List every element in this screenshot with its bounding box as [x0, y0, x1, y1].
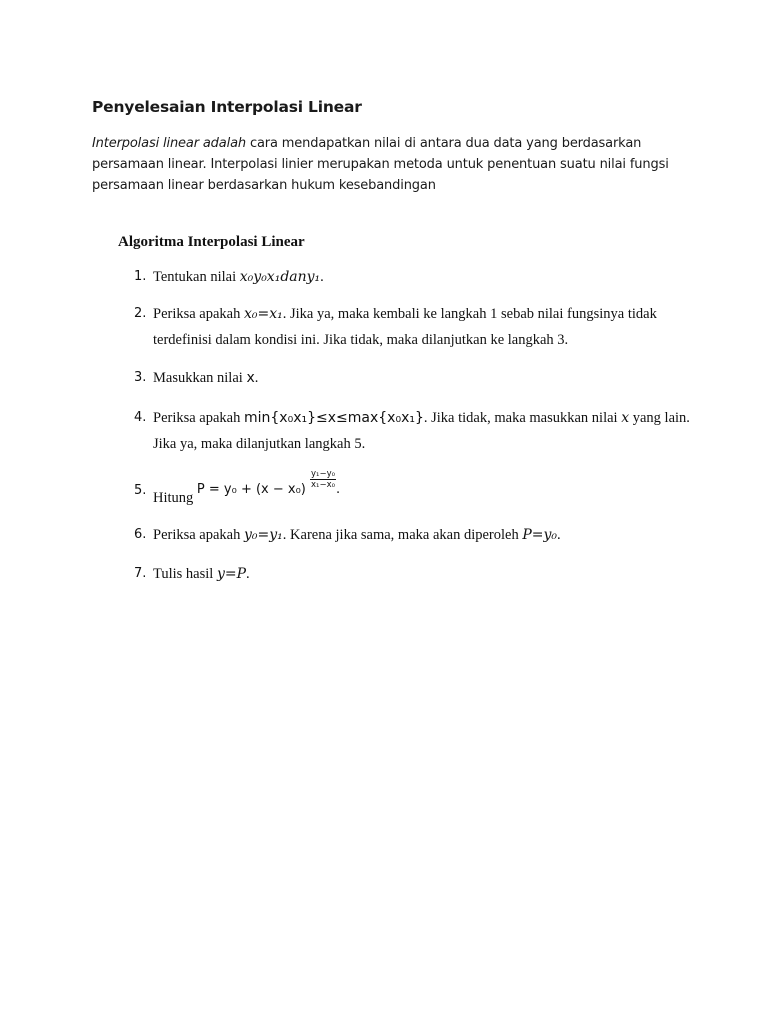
step-text: Hitung [153, 490, 197, 506]
step-7 [134, 561, 694, 587]
step-math: P = y₀ + (x − x₀) [196, 482, 306, 497]
step-3 [134, 365, 694, 391]
step-text: Masukkan nilai [153, 370, 247, 386]
fraction-denominator: x₁−x₀ [311, 480, 336, 490]
step-text-after: . Jika tidak, maka masukkan nilai [423, 410, 622, 426]
step-6 [134, 522, 694, 548]
step-math: min{x₀x₁}≤x≤max{x₀x₁} [244, 410, 424, 426]
step-text-after: . Jika ya, maka kembali ke langkah 1 sebab nilai fungsinya tidak terdefinisi dalam kondisi ini. Jika tidak, maka dilanjutkan ke langkah 3. [153, 306, 657, 348]
step-number: 5. [134, 483, 147, 498]
intro-paragraph [92, 133, 692, 196]
step-math: y=P [216, 566, 246, 582]
step-math: x [246, 370, 255, 386]
step-2 [134, 301, 694, 353]
page-title: Penyelesaian Interpolasi Linear [92, 98, 362, 116]
step-text-after: . [254, 370, 259, 386]
step-text-after-2: yang lain. Jika ya, maka dilanjutkan langkah 5. [153, 410, 690, 452]
step-text: Periksa apakah [153, 527, 244, 543]
step-text-after: . Karena jika sama, maka akan diperoleh [282, 527, 523, 543]
step-number: 2. [134, 306, 147, 321]
step-number: 6. [134, 527, 147, 542]
step-5 [134, 469, 694, 512]
step-text-after: . [246, 566, 250, 582]
step-text-after: . [336, 482, 341, 497]
step-math: x₀y₀x₁dany₁ [239, 269, 321, 285]
step-1 [134, 264, 694, 290]
step-text: Tulis hasil [153, 566, 217, 582]
intro-text: cara mendapatkan nilai di antara dua data yang berdasarkan persamaan linear. Interpolasi linier merupakan metoda untuk penentuan suatu nilai fungsi persamaan linear berdasarkan hukum kesebandingan [92, 136, 669, 193]
step-number: 4. [134, 410, 147, 425]
step-math-2: P=y₀ [522, 527, 558, 543]
step-text: Periksa apakah [153, 306, 244, 322]
step-text: Tentukan nilai [153, 269, 240, 285]
fraction [310, 469, 336, 490]
step-text-after-2: . [557, 527, 561, 543]
step-text: Periksa apakah [153, 410, 244, 426]
step-4 [134, 405, 694, 457]
step-math: x₀=x₁ [244, 306, 283, 322]
step-text-after: . [320, 269, 324, 285]
step-number: 7. [134, 566, 147, 581]
step-number: 3. [134, 370, 147, 385]
algorithm-title: Algoritma Interpolasi Linear [118, 234, 305, 250]
step-number: 1. [134, 269, 147, 284]
step-math: y₀=y₁ [244, 527, 283, 543]
intro-italic-lead: Interpolasi linear adalah [92, 136, 246, 151]
fraction-numerator: y₁−y₀ [311, 469, 336, 479]
step-math-2: x [621, 410, 630, 426]
